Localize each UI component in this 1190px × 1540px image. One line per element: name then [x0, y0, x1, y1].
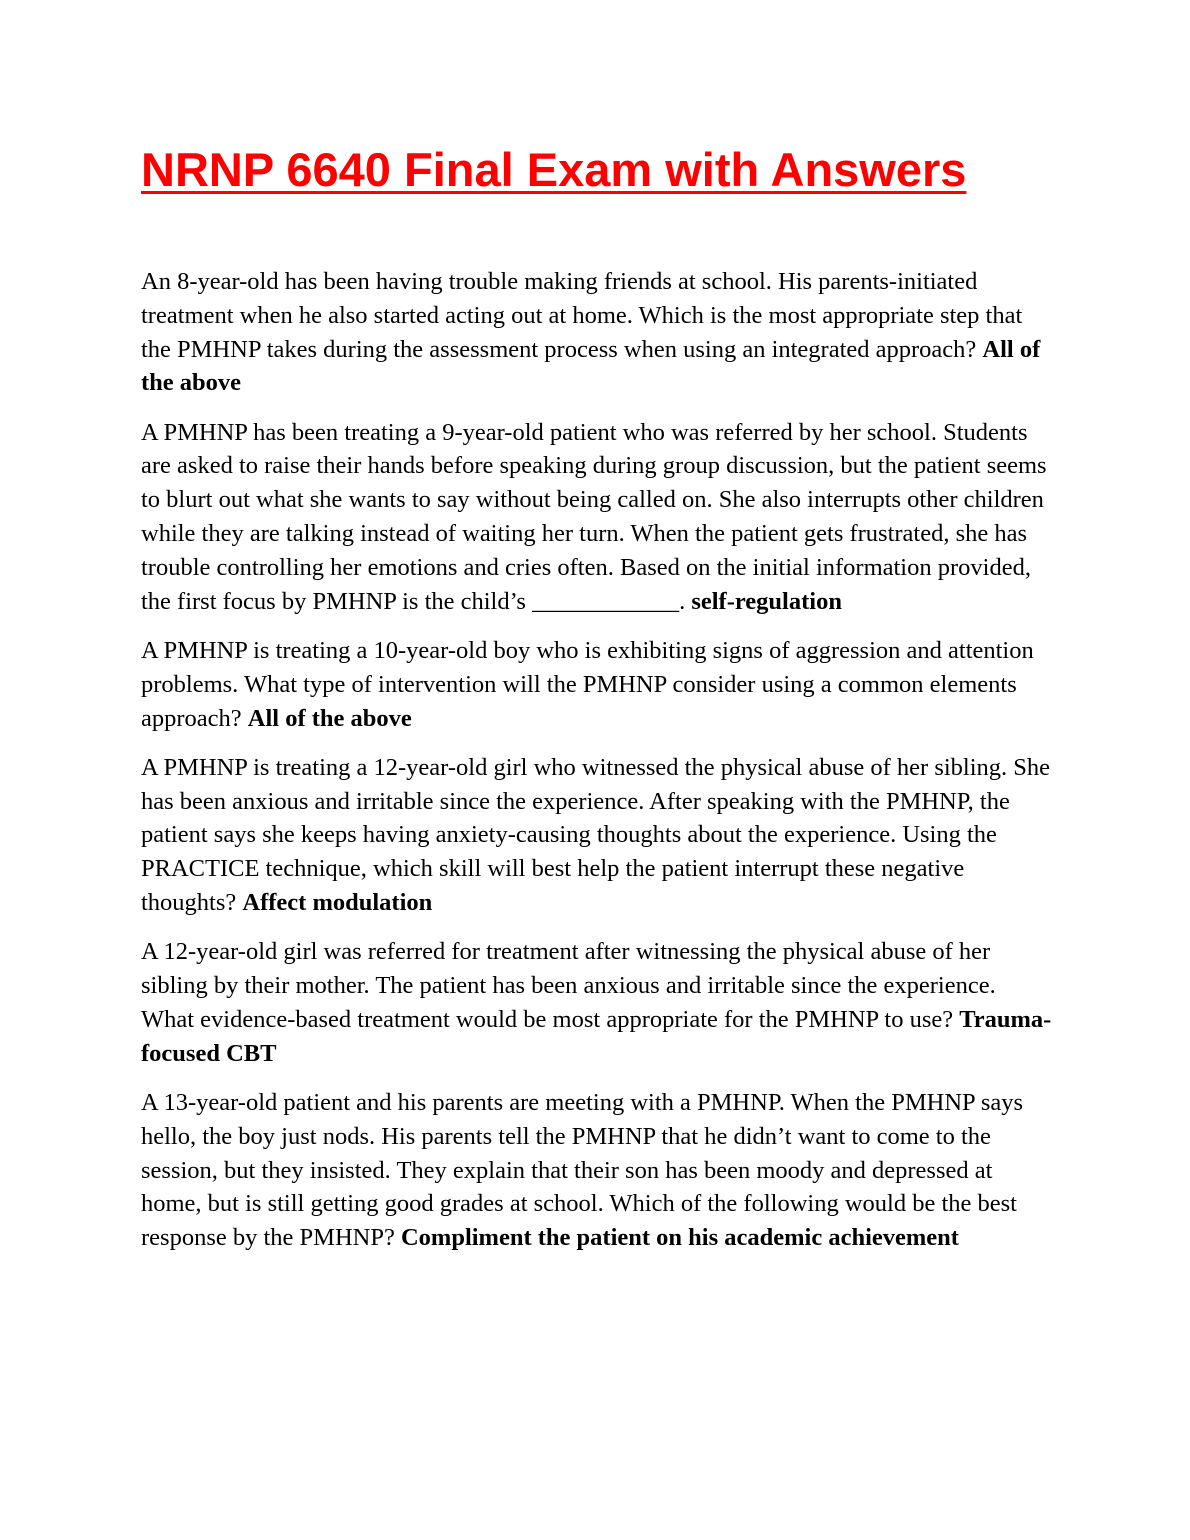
answer-text: self-regulation [691, 587, 842, 615]
question-text: A PMHNP has been treating a 9-year-old patient who was referred by her school. Students are asked to raise their hands before speaking during group discussion, but the patient seems to blurt out what she wants to say without being called on. She also interrupts other children while they are talking instead of waiting her turn. When the patient gets frustrated, she has trouble controlling her emotions and cries often. Based on the initial information provided, the first focus by PMHNP is the child’s ____________. [141, 418, 1047, 615]
answer-text: Affect modulation [242, 889, 433, 917]
answer-text: Compliment the patient on his academic achievement [400, 1224, 959, 1252]
answer-text: Trauma-focused CBT [141, 1005, 1052, 1067]
question-item [141, 416, 1053, 619]
question-text: A PMHNP is treating a 10-year-old boy who is exhibiting signs of aggression and attention problems. What type of intervention will the PMHNP consider using a common elements approach? [141, 636, 1034, 732]
question-item [141, 751, 1053, 920]
answer-text: All of the above [247, 704, 412, 732]
question-text: An 8-year-old has been having trouble making friends at school. His parents-initiated treatment when he also started acting out at home. Which is the most appropriate step that the PMHNP takes during the assessment process when using an integrated approach? [141, 268, 1023, 363]
document-title: NRNP 6640 Final Exam with Answers [141, 143, 967, 196]
question-item [141, 265, 1053, 400]
question-text: A 12-year-old girl was referred for treatment after witnessing the physical abuse of her sibling by their mother. The patient has been anxious and irritable since the experience. What evidence-based treatment would be most appropriate for the PMHNP to use? [141, 938, 996, 1033]
question-item [141, 1086, 1053, 1255]
question-text: A PMHNP is treating a 12-year-old girl who witnessed the physical abuse of her sibling. She has been anxious and irritable since the experience. After speaking with the PMHNP, the patient says she keeps having anxiety-causing thoughts about the experience. Using the PRACTICE technique, which skill will best help the patient interrupt these negative thoughts? [141, 753, 1051, 917]
question-list [141, 265, 1053, 1271]
question-item [141, 634, 1053, 735]
answer-text: All of the above [141, 335, 1041, 397]
question-item [141, 935, 1053, 1070]
question-text: A 13-year-old patient and his parents are meeting with a PMHNP. When the PMHNP says hello, the boy just nods. His parents tell the PMHNP that he didn’t want to come to the session, but they insisted. They explain that their son has been moody and depressed at home, but is still getting good grades at school. Which of the following would be the best response by the PMHNP? [141, 1089, 1024, 1252]
